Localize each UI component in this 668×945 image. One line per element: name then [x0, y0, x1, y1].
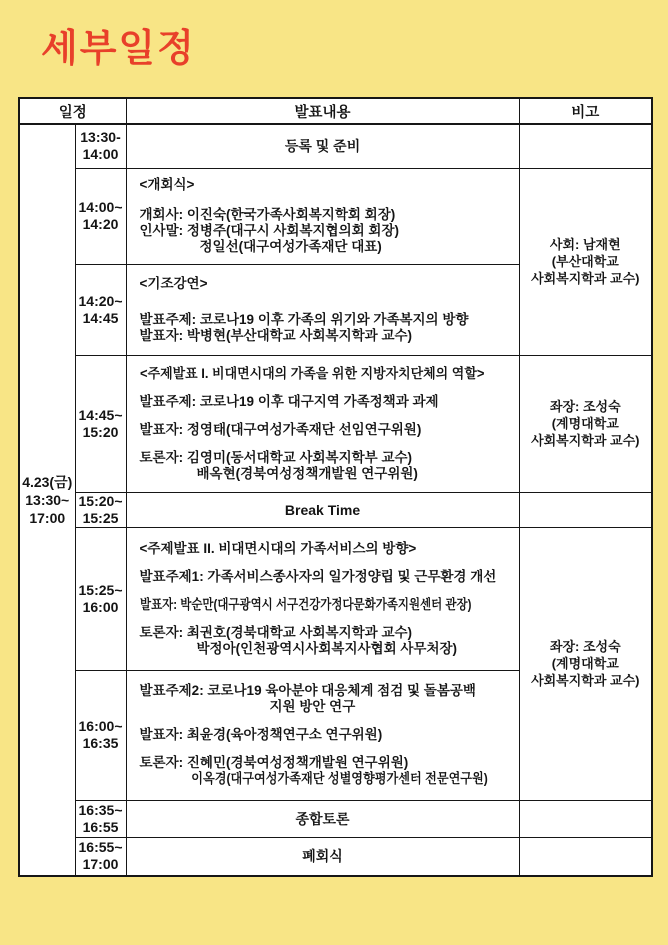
time-cell	[75, 837, 126, 876]
time-line: 14:00	[82, 146, 119, 163]
time-cell	[75, 527, 126, 670]
content-cell	[126, 264, 519, 355]
time-line: 15:25	[82, 509, 119, 526]
content-line: 개회사: 이진숙(한국가족사회복지학회 회장)	[139, 207, 396, 222]
note-line: (계명대학교	[551, 656, 619, 671]
table-row-closing	[19, 837, 652, 876]
table-row-registration	[19, 124, 652, 168]
content-cell: Break Time	[126, 492, 519, 527]
content-cell: 종합토론	[126, 800, 519, 837]
note-line: 사회복지학과 교수)	[531, 271, 640, 286]
note-line: (부산대학교	[551, 254, 619, 269]
time-line: 14:45~	[78, 406, 123, 423]
content-line: 지원 방안 연구	[269, 699, 356, 714]
note-cell-empty	[519, 800, 652, 837]
note-cell	[519, 527, 652, 800]
content-line: 이옥경(대구여성가족재단 성별영향평가센터 전문연구원)	[190, 771, 488, 786]
content-cell	[126, 527, 519, 670]
time-line: 16:55	[82, 818, 119, 835]
content-line: 발표주제1: 가족서비스종사자의 일가정양립 및 근무환경 개선	[139, 568, 497, 584]
table-row-session2-part1	[19, 527, 652, 670]
time-line: 17:00	[82, 856, 119, 873]
note-cell-empty	[519, 124, 652, 168]
column-header-schedule: 일정	[19, 98, 126, 124]
time-line: 16:35	[82, 735, 119, 751]
time-cell	[75, 168, 126, 264]
content-line: 발표주제: 코로나19 이후 대구지역 가족정책과 과제	[139, 393, 439, 409]
column-header-content: 발표내용	[126, 98, 519, 124]
content-line: 박정아(인천광역시사회복지사협회 사무처장)	[196, 640, 458, 656]
time-line: 14:00~	[78, 199, 123, 215]
time-line: 14:20~	[78, 292, 123, 309]
time-cell	[75, 124, 126, 168]
note-line: 사회: 남재현	[549, 237, 621, 252]
content-line: 발표자: 박순만(대구광역시 서구건강가정다문화가족지원센터 관장)	[139, 596, 471, 612]
content-line: <주제발표 II. 비대면시대의 가족서비스의 방향>	[139, 540, 417, 556]
time-line: 13:30-	[80, 129, 121, 146]
date-cell	[19, 124, 75, 876]
content-line: <주제발표 I. 비대면시대의 가족을 위한 지방자치단체의 역할>	[139, 365, 484, 381]
content-line: 토론자: 김영미(동서대학교 사회복지학부 교수)	[139, 449, 413, 465]
content-line: 발표자: 최윤경(육아정책연구소 연구위원)	[139, 727, 383, 742]
table-row-session1	[19, 355, 652, 492]
content-cell: 폐회식	[126, 837, 519, 876]
time-cell	[75, 264, 126, 355]
column-header-note: 비고	[519, 98, 652, 124]
note-cell	[519, 355, 652, 492]
content-line: 토론자: 최권호(경북대학교 사회복지학과 교수)	[139, 624, 413, 640]
note-line: 사회복지학과 교수)	[531, 433, 640, 448]
content-line: 발표주제2: 코로나19 육아분야 대응체계 점검 및 돌봄공백	[139, 683, 476, 698]
time-line: 16:55~	[78, 839, 123, 856]
content-line: <기조강연>	[139, 275, 208, 291]
note-line: 좌장: 조성숙	[549, 639, 621, 654]
time-cell	[75, 670, 126, 800]
time-line: 16:00	[82, 598, 119, 615]
content-cell: 등록 및 준비	[126, 124, 519, 168]
note-cell	[519, 168, 652, 355]
content-cell	[126, 168, 519, 264]
content-line: 발표주제: 코로나19 이후 가족의 위기와 가족복지의 방향	[139, 311, 469, 327]
schedule-table	[18, 97, 653, 877]
time-cell	[75, 355, 126, 492]
time-line: 16:35~	[78, 801, 123, 818]
content-cell	[126, 670, 519, 800]
time-line: 15:25~	[78, 581, 123, 598]
note-line: (계명대학교	[551, 416, 619, 431]
page-title: 세부일정	[41, 28, 196, 70]
note-line: 사회복지학과 교수)	[531, 673, 640, 688]
note-line: 좌장: 조성숙	[549, 399, 621, 414]
time-line: 15:20	[82, 423, 119, 440]
content-line: 토론자: 진혜민(경북여성정책개발원 연구위원)	[139, 755, 409, 770]
time-cell	[75, 800, 126, 837]
table-row-discussion	[19, 800, 652, 837]
time-line: 15:20~	[78, 492, 123, 509]
content-line: 인사말: 정병주(대구시 사회복지협의회 회장)	[139, 223, 399, 238]
time-line: 14:45	[82, 309, 119, 326]
note-cell-empty	[519, 837, 652, 876]
date-line: 4.23(금)	[22, 474, 73, 490]
table-row-opening	[19, 168, 652, 264]
time-cell	[75, 492, 126, 527]
note-cell-empty	[519, 492, 652, 527]
content-line: <개회식>	[139, 177, 195, 192]
date-line: 13:30~	[25, 492, 70, 508]
content-cell	[126, 355, 519, 492]
content-line: 발표자: 정영태(대구여성가족재단 선임연구위원)	[139, 421, 422, 437]
time-line: 14:20	[82, 216, 119, 232]
time-line: 16:00~	[78, 718, 123, 734]
header-row	[19, 98, 652, 124]
date-line: 17:00	[29, 510, 66, 526]
content-line: 발표자: 박병현(부산대학교 사회복지학과 교수)	[139, 327, 413, 343]
content-line: 정일선(대구여성가족재단 대표)	[199, 239, 382, 254]
table-row-break	[19, 492, 652, 527]
content-line: 배옥현(경북여성정책개발원 연구위원)	[196, 465, 418, 481]
